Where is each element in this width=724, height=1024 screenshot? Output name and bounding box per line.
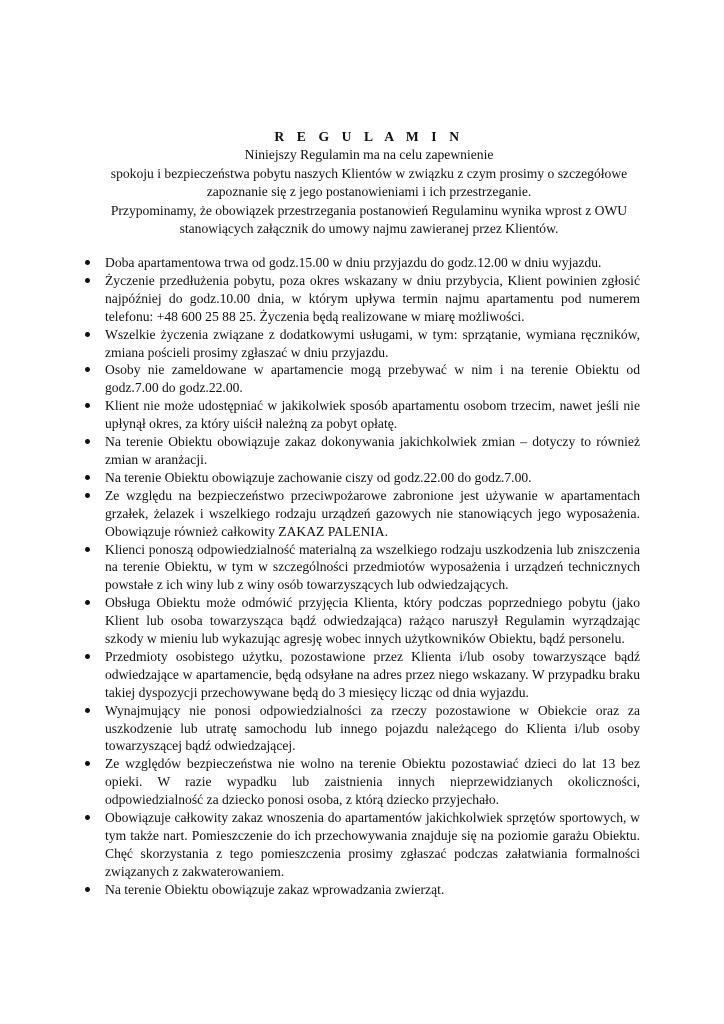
document-header: [84, 128, 654, 238]
rule-item: [84, 254, 640, 272]
rule-item: [84, 487, 640, 541]
rule-text: Ze względu na bezpieczeństwo przeciwpożarowe zabronione jest używanie w apartamentach grzałek, żelazek i wszelkiego rodzaju urządzeń gazowych nie stanowiących jego wyposażenia. Obowiązuje również całkowity ZAKAZ PALENIA.: [105, 487, 640, 539]
rule-item: [84, 469, 640, 487]
rule-text: Ze względów bezpieczeństwa nie wolno na terenie Obiektu pozostawiać dzieci do lat 13 bez opieki. W razie wypadku lub zaistnienia innych nieprzewidzianych okoliczności, odpowiedzialność za dziecko ponosi osoba, z którą dziecko przyjechało.: [105, 756, 640, 808]
rule-text: Obowiązuje całkowity zakaz wnoszenia do apartamentów jakichkolwiek sprzętów sportowych, w tym także nart. Pomieszczenie do ich przechowywania znajduje się na poziomie garażu Obiektu. Chęć skorzystania z tego pomieszczenia prosimy zgłaszać podczas załatwiania formalności związanych z zakwaterowaniem.: [105, 810, 640, 879]
rule-text: Klient nie może udostępniać w jakikolwiek sposób apartamentu osobom trzecim, nawet jeśli nie upłynął okres, za który uiścił należną za pobyt opłatę.: [105, 398, 640, 432]
rule-text: Na terenie Obiektu obowiązuje zakaz wprowadzania zwierząt.: [105, 881, 445, 897]
rule-item: [84, 881, 640, 899]
bullet-icon: [85, 332, 90, 337]
bullet-icon: [85, 654, 90, 659]
bullet-icon: [85, 761, 90, 766]
rule-text: Na terenie Obiektu obowiązuje zachowanie ciszy od godz.22.00 do godz.7.00.: [105, 469, 532, 485]
rule-item: [84, 648, 640, 702]
bullet-icon: [85, 493, 90, 498]
rule-item: [84, 397, 640, 433]
rule-item: [84, 433, 640, 469]
rule-text: Wynajmujący nie ponosi odpowiedzialności za rzeczy pozostawione w Obiekcie oraz za uszkodzenie lub utratę samochodu lub innego pojazdu należącego do Klienta i/lub osoby towarzyszącej bądź odwiedzającej.: [105, 702, 640, 754]
bullet-icon: [85, 815, 90, 820]
intro-line-3: Przypominamy, że obowiązek przestrzegania postanowień Regulaminu wynika wprost z OWU stanowiących załącznik do umowy najmu zawieranej przez Klientów.: [110, 202, 628, 237]
rule-item: [84, 702, 640, 756]
rules-list: [84, 254, 640, 899]
rule-text: Na terenie Obiektu obowiązuje zakaz dokonywania jakichkolwiek zmian – dotyczy to również zmian w aranżacji.: [105, 434, 640, 467]
bullet-icon: [85, 547, 90, 552]
bullet-icon: [85, 260, 90, 265]
rule-text: Obsługa Obiektu może odmówić przyjęcia Klienta, który podczas poprzedniego pobytu (jako Klient lub osoba towarzysząca bądź odwiedzająca) rażąco naruszył Regulamin wyrządzając szkody w mieniu lub wykazując agresję wobec innych użytkowników Obiektu, bądź personelu.: [105, 595, 640, 647]
document-title: R E G U L A M I N: [274, 129, 464, 144]
rule-text: Osoby nie zameldowane w apartamencie mogą przebywać w nim i na terenie Obiektu od godz.7.00 do godz.22.00.: [105, 362, 640, 396]
bullet-icon: [85, 708, 90, 713]
rule-item: [84, 326, 640, 362]
rule-text: Doba apartamentowa trwa od godz.15.00 w dniu przyjazdu do godz.12.00 w dniu wyjazdu.: [105, 255, 602, 270]
bullet-icon: [85, 475, 90, 480]
rule-item: [84, 755, 640, 809]
rule-item: [84, 809, 640, 881]
bullet-icon: [85, 439, 90, 444]
intro-line-2: spokoju i bezpieczeństwa pobytu naszych Klientów w związku z czym prosimy o szczegółowe zapoznanie się z jego postanowieniami i ich przestrzeganie.: [110, 165, 628, 200]
rule-item: [84, 272, 640, 326]
bullet-icon: [85, 403, 90, 408]
bullet-icon: [85, 278, 90, 283]
rule-text: Życzenie przedłużenia pobytu, poza okres wskazany w dniu przybycia, Klient powinien zgłosić najpóźniej do godz.10.00 dnia, w którym upływa termin najmu apartamentu pod numerem telefonu: +48 600 25 88 25. Życzenia będą realizowane w miarę możliwości.: [105, 272, 640, 324]
rule-item: [84, 541, 640, 595]
bullet-icon: [85, 600, 90, 605]
rule-text: Klienci ponoszą odpowiedzialność materialną za wszelkiego rodzaju uszkodzenia lub zniszczenia na terenie Obiektu, w tym w szczególności przedmiotów wyposażenia i urządzeń technicznych powstałe z ich winy lub z winy osób towarzyszących lub odwiedzających.: [105, 541, 640, 593]
rule-text: Wszelkie życzenia związane z dodatkowymi usługami, w tym: sprzątanie, wymiana ręczników, zmiana pościeli prosimy zgłaszać w dniu przyjazdu.: [105, 326, 640, 360]
rule-item: [84, 361, 640, 397]
rule-text: Przedmioty osobistego użytku, pozostawione przez Klienta i/lub osoby towarzyszące bądź odwiedzające w apartamencie, będą odsyłane na adres przez niego wskazany. W przypadku braku takiej dyspozycji przechowywane będą do 3 miesięcy licząc od dnia wyjazdu.: [105, 648, 640, 700]
bullet-icon: [85, 887, 90, 892]
rule-item: [84, 594, 640, 648]
bullet-icon: [85, 367, 90, 372]
intro-line-1: Niniejszy Regulamin ma na celu zapewnienie: [244, 147, 494, 163]
